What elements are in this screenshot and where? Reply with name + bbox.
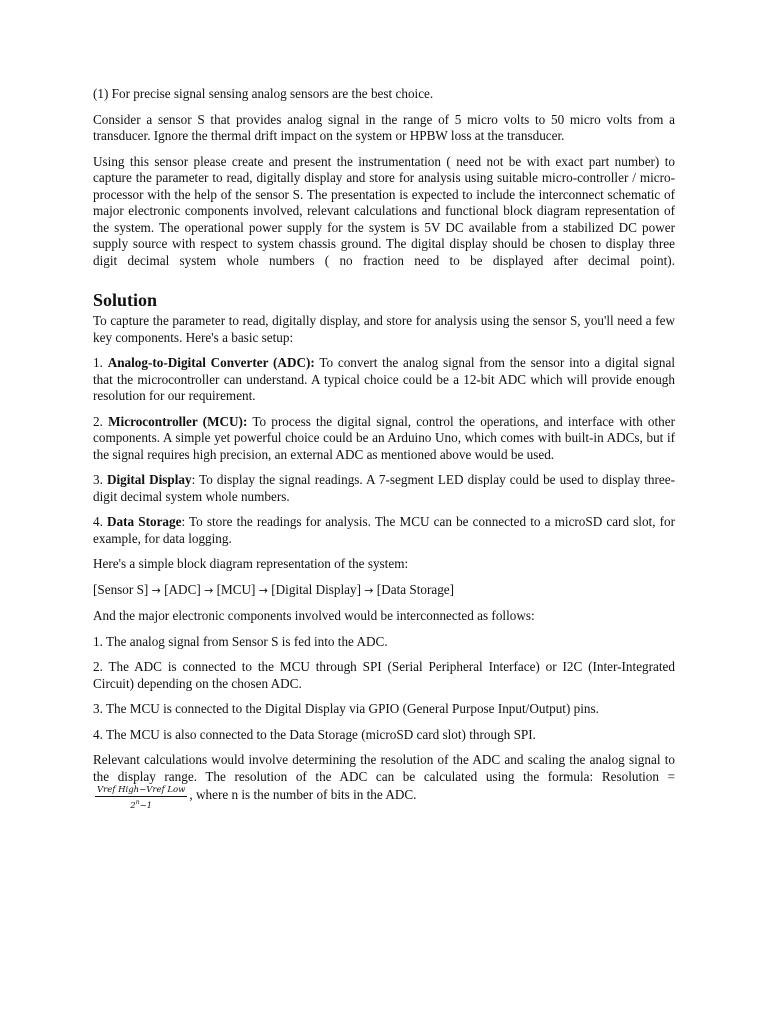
formula-label: Resolution = — [601, 768, 676, 784]
item-term: Microcontroller (MCU): — [108, 413, 248, 429]
block-storage: [Data Storage] — [376, 581, 455, 597]
calculation-paragraph — [93, 752, 675, 811]
block-adc: [ADC] — [164, 581, 201, 597]
formula-exponent: n — [135, 799, 140, 806]
interconnect-item-2: 2. The ADC is connected to the MCU through SPI (Serial Peripheral Interface) or I2C (Inter-Integrated Circuit) depending on the chosen ADC. — [93, 659, 675, 691]
item-term: Digital Display — [106, 472, 192, 487]
item-text: : To display the signal readings. A 7-segment LED display could be used to display three-digit decimal system whole numbers. — [93, 472, 675, 504]
arrow-right-icon: → — [364, 583, 374, 597]
item-number: 3. — [93, 472, 107, 487]
item-text: : To store the readings for analysis. The MCU can be connected to a microSD card slot, for example, for data logging. — [93, 514, 676, 546]
formula-base: 2 — [130, 800, 136, 811]
arrow-right-icon: → — [151, 583, 161, 597]
interconnect-item-3: 3. The MCU is connected to the Digital Display via GPIO (General Purpose Input/Output) pins. — [93, 701, 599, 716]
item-text: To convert the analog signal from the sensor into a digital signal that the microcontroller can understand. A typical choice could be a 12-bit ADC which will provide enough resolution for our requirement. — [93, 355, 675, 403]
item-text: To process the digital signal, control the operations, and interface with other components. A simple yet powerful choice could be an Arduino Uno, which comes with built-in ADCs, but if the signal requires high precision, an external ADC as mentioned above would be used. — [93, 413, 675, 462]
formula-numerator: Vref High−Vref Low — [97, 785, 186, 795]
interconnect-item-4: 4. The MCU is also connected to the Data Storage (microSD card slot) through SPI. — [93, 726, 536, 742]
item-term: Analog-to-Digital Converter (ADC): — [107, 355, 315, 370]
component-item-storage — [93, 514, 675, 547]
block-diagram-intro: Here's a simple block diagram representation of the system: — [93, 556, 409, 571]
formula-minus-one: −1 — [139, 800, 153, 811]
component-item-display — [93, 472, 675, 505]
formula-explanation: , where n is the number of bits in the ADC. — [189, 786, 417, 802]
block-sensor: [Sensor S] — [93, 581, 149, 597]
item-number: 2. — [93, 413, 109, 429]
arrow-right-icon: → — [258, 583, 268, 597]
solution-heading: Solution — [93, 290, 158, 310]
intro-paragraph-2: Consider a sensor S that provides analog signal in the range of 5 micro volts to 50 micro volts from a transducer. Ignore the thermal drift impact on the system or HPBW loss at the transducer. — [93, 111, 675, 143]
block-mcu: [MCU] — [216, 581, 256, 597]
block-diagram-line — [93, 582, 675, 600]
document-page — [93, 86, 675, 811]
calculation-text: Relevant calculations would involve determining the resolution of the ADC and scaling the analog signal to the display range. The resolution of the ADC can be calculated using the formula: — [93, 752, 675, 784]
block-display: [Digital Display] — [271, 581, 361, 597]
arrow-right-icon: → — [204, 583, 214, 597]
item-number: 4. — [93, 514, 108, 529]
interconnect-item-1: 1. The analog signal from Sensor S is fed into the ADC. — [93, 633, 388, 649]
component-item-mcu — [93, 414, 675, 464]
item-number: 1. — [93, 355, 108, 370]
resolution-formula — [95, 785, 187, 811]
component-item-adc — [93, 355, 675, 405]
intro-paragraph-3: Using this sensor please create and present the instrumentation ( need not be with exact part number) to capture the parameter to read, digitally display and store for analysis using suitable micro-controller / micro-processor with the help of the sensor S. The presentation is expected to include the interconnect schematic of major electronic components involved, relevant calculations and functional block diagram representation of the system. The operational power supply for the system is 5V DC available from a stabilized DC power supply source with respect to system chassis ground. The digital display should be chosen to display three digit decimal system whole numbers ( no fraction need to be displayed after decimal point). — [93, 153, 675, 268]
interconnect-intro: And the major electronic components involved would be interconnected as follows: — [93, 608, 535, 623]
intro-paragraph-1: (1) For precise signal sensing analog sensors are the best choice. — [93, 86, 434, 101]
item-term: Data Storage — [107, 514, 182, 529]
formula-denominator — [95, 797, 187, 811]
solution-intro: To capture the parameter to read, digitally display, and store for analysis using the sensor S, you'll need a few key components. Here's a basic setup: — [93, 313, 675, 345]
